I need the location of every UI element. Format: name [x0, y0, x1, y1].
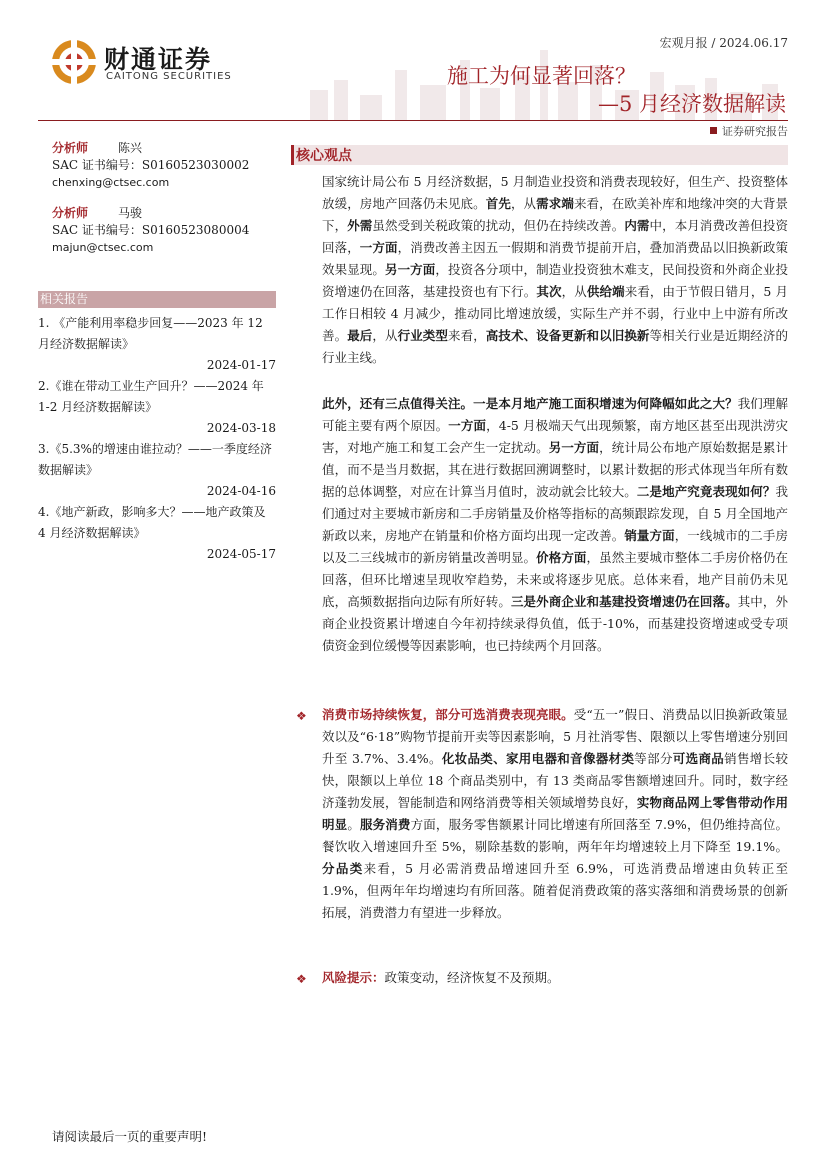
related-report-date: 2024-05-17	[206, 547, 276, 561]
body-text: 来看，5 月必需消费品增速回升至 6.9%，可选消费品增速由负转正至 1.9%，但两年年均增速均有所回落。随着促消费政策的落实落细和消费场景的创新拓展，消费潜力有望进一步释放。	[322, 861, 788, 920]
bold-text: 一方面	[359, 240, 398, 255]
bold-text: 实物商品网上零售带动作用明显	[322, 795, 788, 832]
core-paragraph-overview	[322, 171, 788, 369]
bold-text: 外需	[347, 218, 373, 233]
body-text: 来看，	[448, 328, 486, 343]
bold-text: 需求端	[536, 196, 574, 211]
logo-text-cn: 财通证券	[104, 45, 213, 74]
core-paragraph-three-points	[322, 393, 788, 657]
body-text: 等部分	[634, 751, 673, 766]
related-report-title[interactable]: 2.《谁在带动工业生产回升？——2024 年 1-2 月经济数据解读》	[38, 379, 264, 414]
related-report-title[interactable]: 1. 《产能利用率稳步回复——2023 年 12 月经济数据解读》	[38, 316, 263, 351]
body-text: 。	[347, 817, 360, 832]
analyst-name: 马骏	[118, 206, 143, 220]
body-text: 其中，外商企业投资累计增速自今年初持续录得负值，低于-10%，而基建投资增速或受专项债资金到位缓慢等因素影响，也已持续两个月回落。	[322, 594, 788, 653]
company-logo	[50, 38, 245, 86]
body-text: ，一线城市的二手房以及二三线城市的新房销量改善明显。	[322, 528, 788, 565]
related-report-title[interactable]: 3.《5.3%的增速由谁拉动？——一季度经济数据解读》	[38, 442, 272, 477]
body-text: 方面，服务零售额累计同比增速有所回落至 7.9%，但仍维持高位。餐饮收入增速回升至 5%，剔除基数的影响，两年年均增速较上月下降至 19.1%。	[322, 817, 788, 854]
bold-text: 供给端	[586, 284, 625, 299]
body-text: 国家统计局公布 5 月经济数据，5 月制造业投资和消费表现较好，但生产、投资整体放缓，房地产回落仍未见底。	[322, 174, 788, 211]
bold-text: 销量方面	[624, 528, 675, 543]
body-text: ，消费改善主因五一假期和消费节提前开启，叠加消费品以旧换新政策效果显现。	[322, 240, 788, 277]
bold-text: 内需	[624, 218, 650, 233]
related-report-item[interactable]	[38, 313, 276, 376]
analyst-label: 分析师	[52, 141, 89, 155]
related-report-title[interactable]: 4.《地产新政，影响多大？——地产政策及 4 月经济数据解读》	[38, 505, 266, 540]
related-report-item[interactable]	[38, 502, 276, 565]
related-reports-heading: 相关报告	[38, 291, 276, 308]
related-reports-list	[38, 313, 276, 565]
analyst-label: 分析师	[52, 206, 89, 220]
analyst-email[interactable]: majun@ctsec.com	[52, 241, 154, 254]
analyst-name: 陈兴	[118, 141, 143, 155]
header-divider	[38, 120, 788, 121]
bold-text: 另一方面	[548, 440, 600, 455]
body-text: 我们通过对主要城市新房和二手房销量及价格等指标的高频跟踪发现，自 5 月全国地产新政以来，房地产在销量和价格方面均出现一定改善。	[322, 484, 788, 543]
related-report-date: 2024-04-16	[206, 484, 276, 498]
bold-text: 分品类	[322, 861, 364, 876]
bold-text: 一方面	[448, 418, 487, 433]
highlight-text: 消费市场持续恢复，部分可选消费表现亮眼。	[322, 707, 574, 722]
body-text: 来看，由于节假日错月，5 月工作日相较 4 月减少，推动同比增速放缓，实际生产并不弱，行业中上中游有所改善。	[322, 284, 788, 343]
related-report-item[interactable]	[38, 439, 276, 502]
bold-text: 价格方面	[536, 550, 587, 565]
report-meta: 宏观月报 / 2024.06.17	[659, 36, 788, 50]
analyst-cert: SAC 证书编号：S0160523030002	[52, 158, 250, 172]
body-text: 受“五一”假日、消费品以旧换新政策显效以及“6·18”购物节提前开卖等因素影响，5 月社消零售、限额以上零售增速分别回升至 3.7%、3.4%。	[322, 707, 788, 766]
diamond-bullet-icon: ❖	[296, 972, 307, 986]
bold-text: 此外，还有三点值得关注。一是本月地产施工面积增速为何降幅如此之大？	[322, 396, 738, 411]
report-title: 施工为何显著回落？	[447, 64, 636, 88]
analyst-cert: SAC 证书编号：S0160523080004	[52, 223, 250, 237]
bold-text: 另一方面	[384, 262, 436, 277]
bold-text: 服务消费	[359, 817, 411, 832]
bold-text: 其次	[536, 284, 562, 299]
analyst-email[interactable]: chenxing@ctsec.com	[52, 176, 170, 189]
core-paragraph-consumption	[322, 704, 788, 924]
body-text: ，4-5 月极端天气出现频繁，南方地区甚至出现洪涝灾害，对地产施工和复工会产生一定扰动。	[322, 418, 788, 455]
bold-text: 最后	[347, 328, 373, 343]
square-bullet-icon	[710, 127, 717, 134]
body-text: ，从	[561, 284, 587, 299]
bold-text: 二是地产究竟表现如何？	[636, 484, 776, 499]
related-report-date: 2024-03-18	[206, 421, 276, 435]
related-report-date: 2024-01-17	[206, 358, 276, 372]
body-text: ，虽然主要城市整体二手房价格仍在回落，但环比增速呈现收窄趋势，未来或将逐步见底。总体来看，地产目前仍未见底，高频数据指向边际有所好转。	[322, 550, 788, 609]
report-type-label	[710, 123, 788, 139]
body-text: 来看，在欧美补库和地缘冲突的大背景下，	[322, 196, 788, 233]
bold-text: 三是外商企业和基建投资增速仍在回落。	[510, 594, 738, 609]
body-text: ，投资各分项中，制造业投资独木难支，民间投资和外商企业投资增速仍在回落，基建投资也有下行。	[322, 262, 788, 299]
logo-text-en: CAITONG SECURITIES	[106, 71, 232, 82]
body-text: 我们理解可能主要有两个原因。	[322, 396, 788, 433]
bold-text: 行业类型	[397, 328, 448, 343]
analyst-card	[52, 205, 249, 256]
body-text: 销售增长较快，限额以上单位 18 个商品类别中，有 13 类商品零售额增速回升。同时，数字经济蓬勃发展，智能制造和网络消费等相关领域增势良好，	[322, 751, 788, 810]
body-text: ，从	[372, 328, 398, 343]
bold-text: 化妆品类、家用电器和音像器材类	[441, 751, 635, 766]
logo-emblem-icon	[50, 38, 98, 86]
diamond-bullet-icon: ❖	[296, 709, 307, 723]
report-subtitle: —5 月经济数据解读	[597, 92, 786, 116]
bold-text: 首先	[485, 196, 511, 211]
body-text: ，统计局公布地产原始数据是累计值，而不是当月数据，其在进行数据回溯调整时，以累计数据的形式体现当年所有数据的总体调整，对应在计算当月值时，波动就会比较大。	[322, 440, 788, 499]
bold-text: 可选商品	[672, 751, 725, 766]
body-text: 虽然受到关税政策的扰动，但仍在持续改善。	[372, 218, 625, 233]
body-text: ，从	[510, 196, 537, 211]
core-views-heading-text: 核心观点	[296, 148, 352, 164]
body-text: 政策变动，经济恢复不及预期。	[384, 970, 560, 985]
analyst-card	[52, 140, 249, 191]
core-views-heading	[291, 145, 788, 165]
bold-text: 高技术、设备更新和以旧换新	[485, 328, 650, 343]
report-type-text: 证券研究报告	[722, 125, 788, 138]
related-report-item[interactable]	[38, 376, 276, 439]
body-text: 等相关行业是近期经济的行业主线。	[322, 328, 788, 365]
body-text: 中，本月消费改善但投资回落，	[322, 218, 788, 255]
risk-warning	[322, 967, 788, 989]
disclaimer-footer: 请阅读最后一页的重要声明!	[52, 1129, 208, 1144]
highlight-text: 风险提示：	[322, 970, 385, 985]
